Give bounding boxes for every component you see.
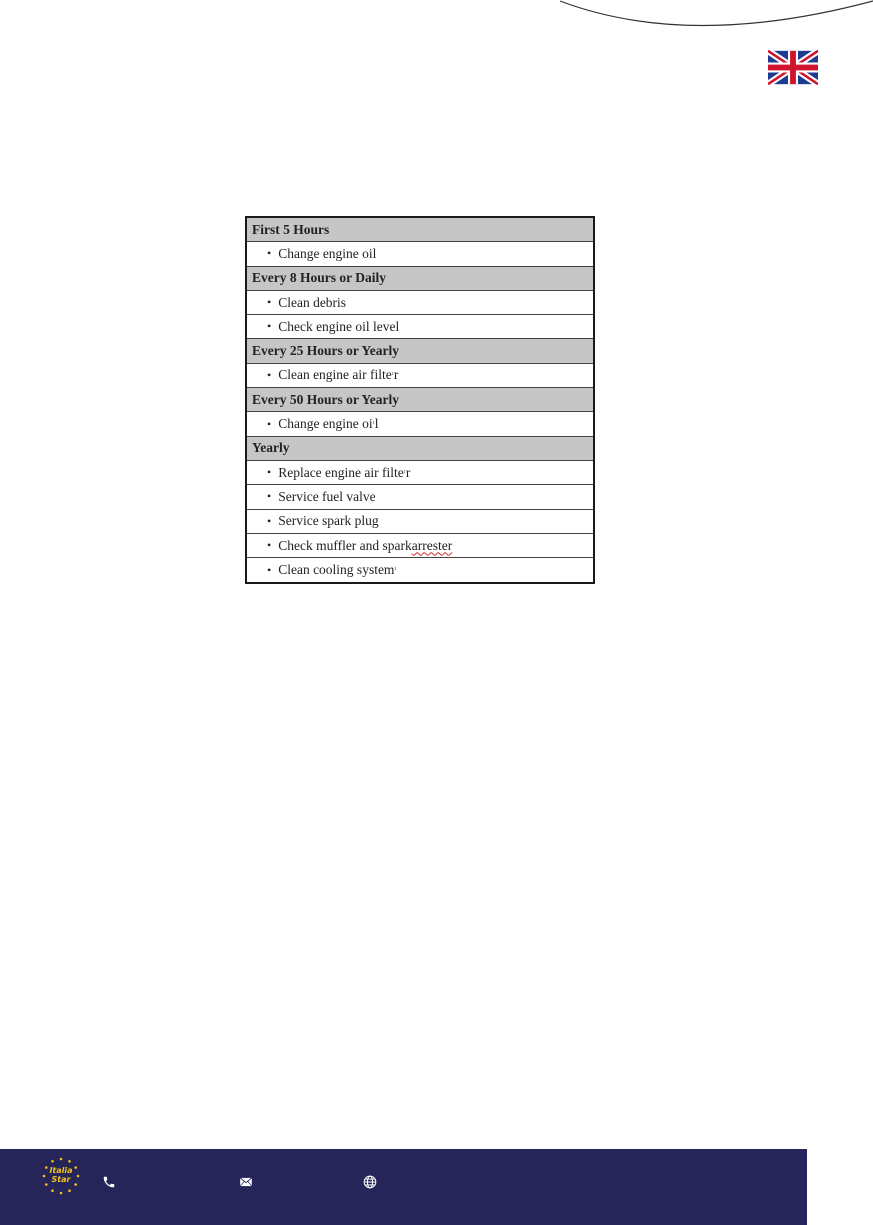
task-label-tail: r (405, 464, 411, 480)
schedule-interval-header (247, 437, 593, 461)
task-label: Clean cooling system (278, 562, 395, 578)
bullet-icon: • (267, 465, 272, 480)
schedule-interval-header (247, 388, 593, 412)
bullet-icon: • (267, 295, 272, 310)
logo-star (68, 1189, 71, 1192)
task-label: Check muffler and spark (278, 537, 412, 553)
mail-icon[interactable] (239, 1175, 253, 1189)
interval-label: Every 50 Hours or Yearly (252, 391, 399, 407)
footnote-marker: ¹ (372, 420, 375, 429)
bullet-icon: • (267, 489, 272, 504)
interval-label: Yearly (252, 440, 290, 456)
interval-label: First 5 Hours (252, 221, 330, 237)
globe-icon[interactable] (363, 1175, 377, 1189)
logo-star (51, 1160, 54, 1163)
task-label-tail: l (374, 416, 379, 432)
bullet-icon: • (267, 513, 272, 528)
task-label: Clean engine air filte (278, 367, 392, 383)
schedule-task-row (247, 291, 593, 315)
phone-icon[interactable] (102, 1175, 116, 1189)
task-label: Change engine oil (278, 245, 377, 261)
logo-star (51, 1189, 54, 1192)
task-label: Service fuel valve (278, 488, 376, 504)
interval-label: Every 8 Hours or Daily (252, 270, 386, 286)
logo-line-1: Italia (49, 1166, 73, 1175)
schedule-interval-header (247, 339, 593, 363)
logo-line-2: Star (51, 1175, 71, 1184)
italia-star-logo[interactable] (40, 1155, 82, 1197)
task-label: Change engine oi (278, 416, 373, 432)
task-label: Service spark plug (278, 513, 379, 529)
schedule-task-row (247, 364, 593, 388)
schedule-task-row (247, 461, 593, 485)
footnote-marker: ¹ (391, 371, 394, 380)
task-label: Replace engine air filte (278, 464, 404, 480)
schedule-task-row (247, 534, 593, 558)
logo-star (60, 1158, 63, 1161)
maintenance-schedule-table (245, 216, 595, 584)
interval-label: Every 25 Hours or Yearly (252, 343, 399, 359)
footnote-marker: ¹ (403, 468, 406, 477)
task-label-tail: r (393, 367, 399, 383)
bullet-icon: • (267, 416, 272, 431)
uk-flag-icon[interactable] (768, 50, 818, 85)
schedule-task-row (247, 242, 593, 266)
logo-star (60, 1192, 63, 1195)
bullet-icon: • (267, 319, 272, 334)
schedule-task-row (247, 315, 593, 339)
schedule-interval-header (247, 267, 593, 291)
logo-star (68, 1160, 71, 1163)
schedule-task-row (247, 485, 593, 509)
footer-bar (0, 1149, 807, 1225)
bullet-icon: • (267, 246, 272, 261)
schedule-task-row (247, 510, 593, 534)
schedule-task-row (247, 412, 593, 436)
bullet-icon: • (267, 562, 272, 577)
task-label: Check engine oil level (278, 318, 400, 334)
spellcheck-underlined-word: arrester (411, 537, 453, 553)
schedule-task-row (247, 558, 593, 582)
task-label: Clean debris (278, 294, 347, 310)
bullet-icon: • (267, 367, 272, 382)
bullet-icon: • (267, 538, 272, 552)
schedule-interval-header (247, 218, 593, 242)
footnote-marker: ¹ (394, 566, 397, 575)
top-decorative-curve (0, 0, 873, 40)
